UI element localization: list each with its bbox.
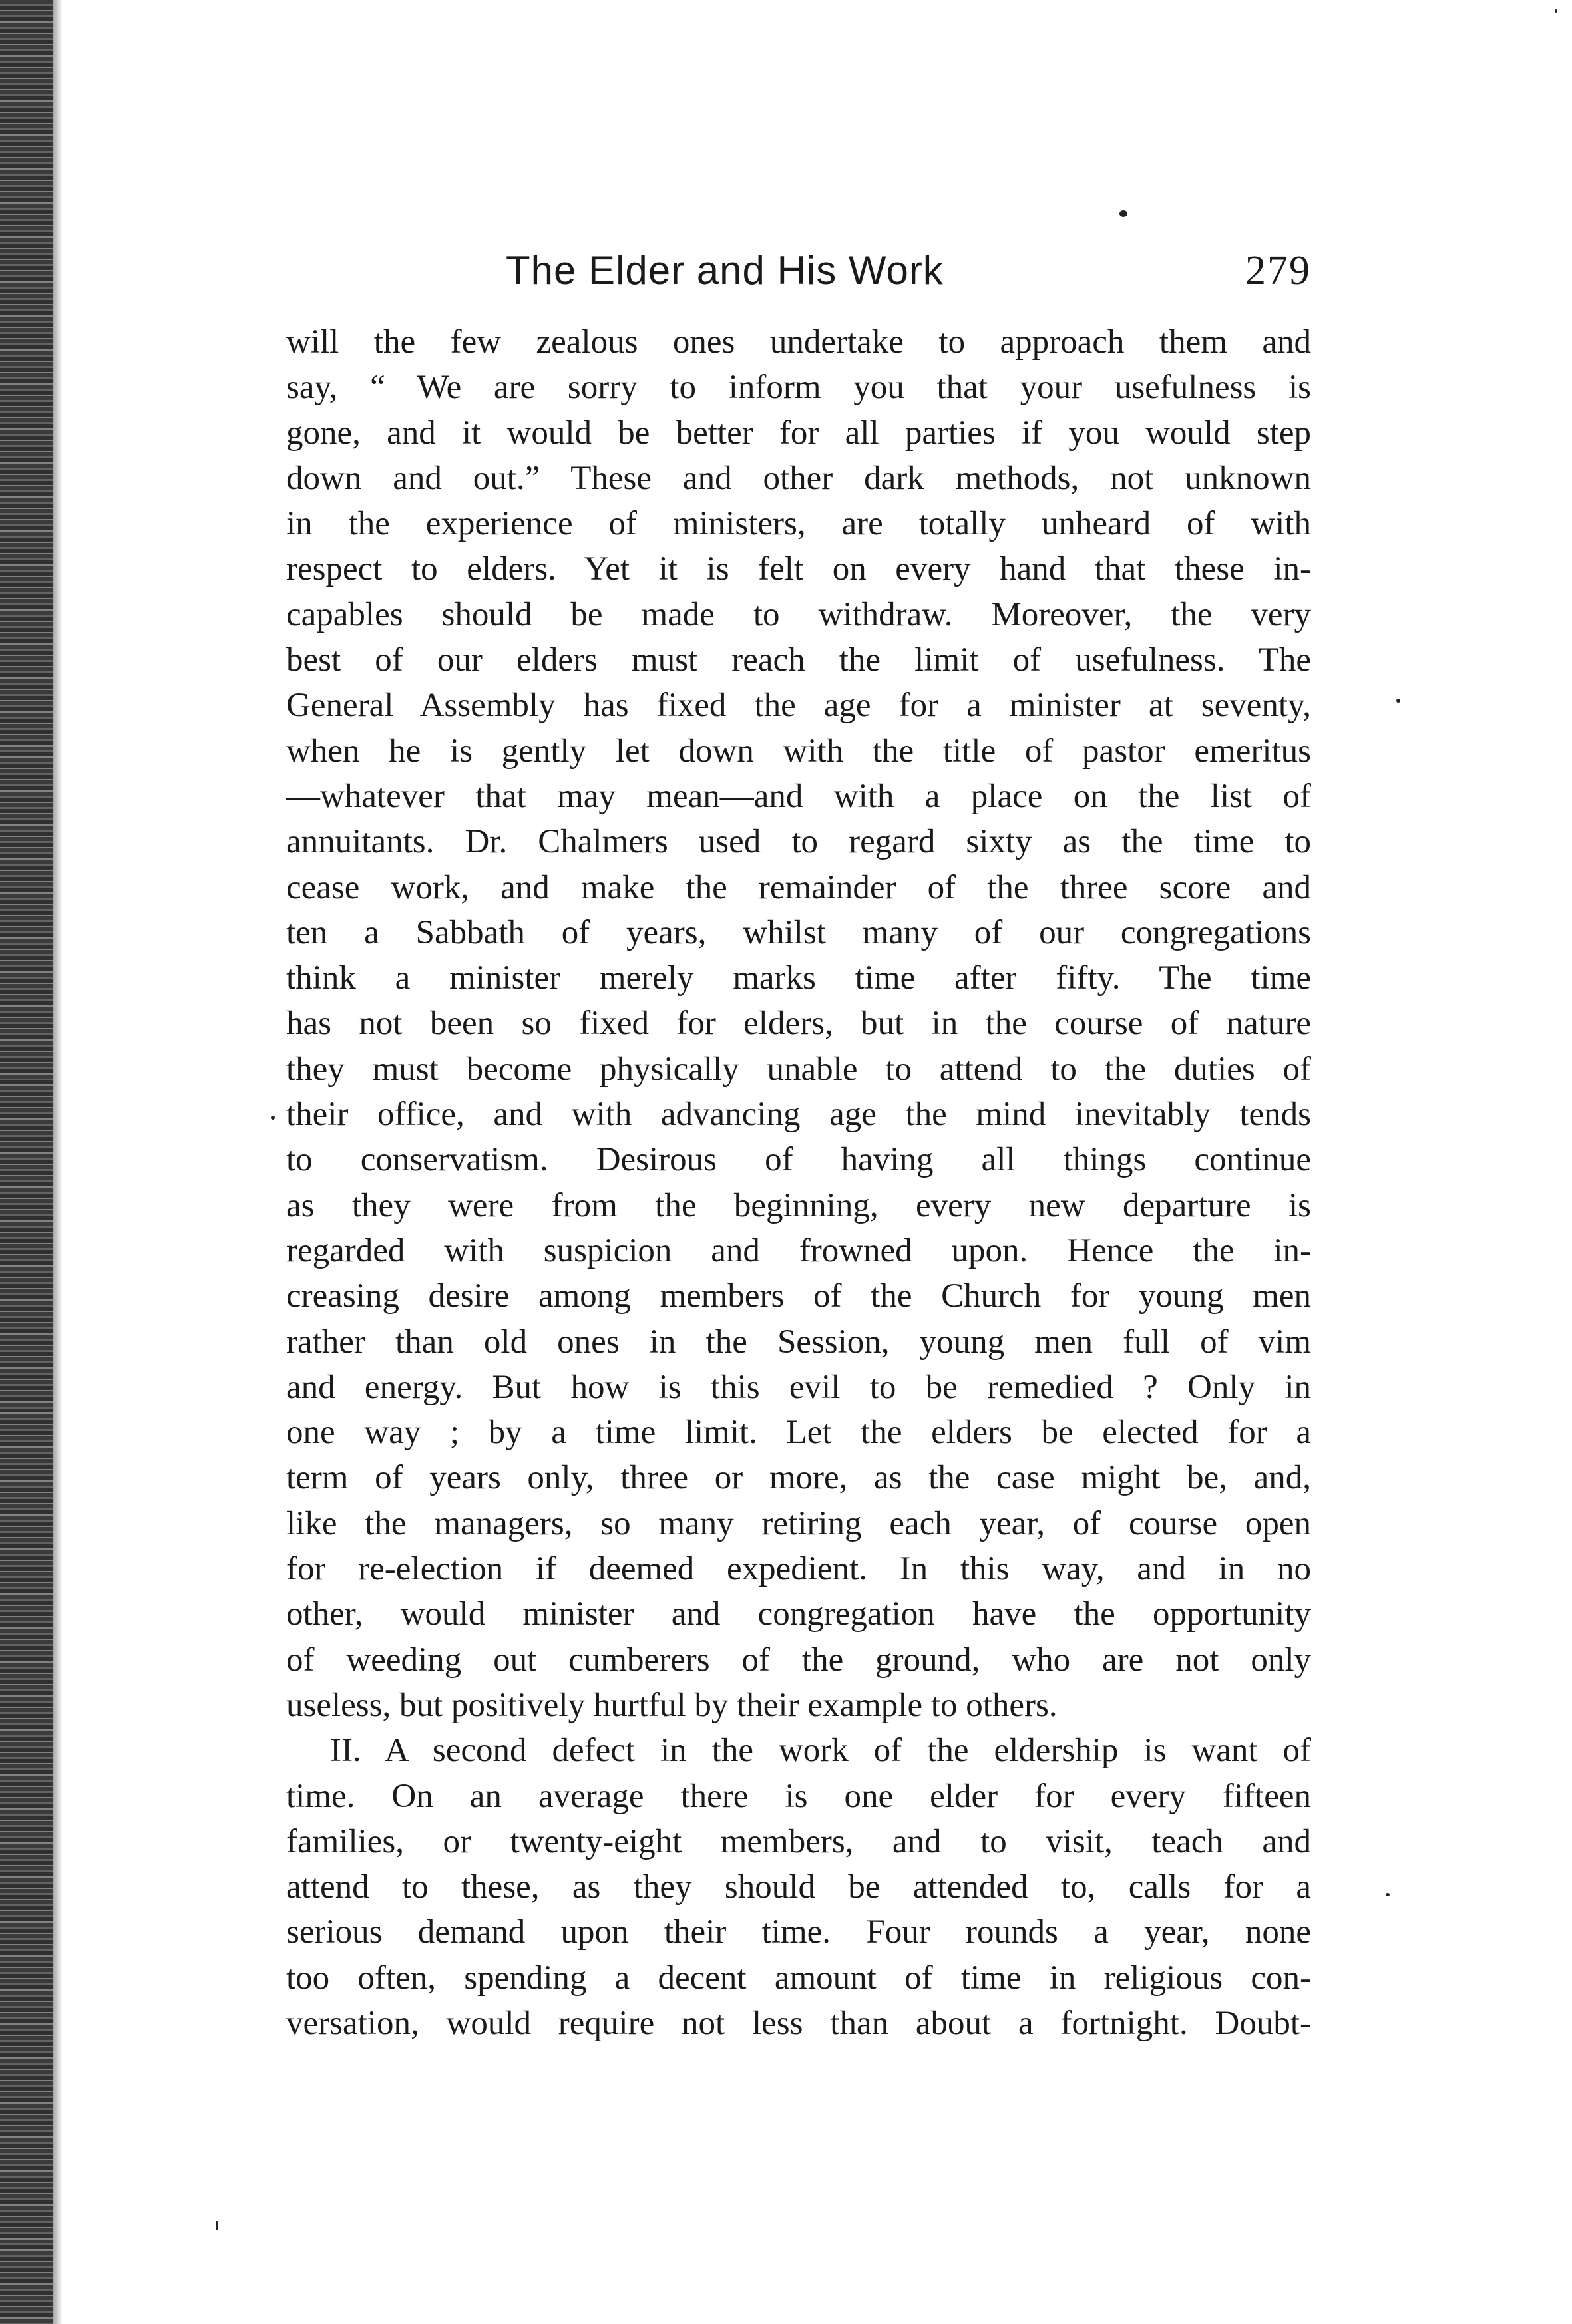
text-line: too often, spending a decent amount of time in religious con- [286, 1959, 1311, 1997]
text-line: down and out.” These and other dark methods, not unknown [286, 459, 1311, 497]
text-line: other, would minister and congregation have the opportunity [286, 1595, 1311, 1633]
text-line: useless, but positively hurtful by their example to others. [286, 1686, 1058, 1724]
text-line: they must become physically unable to attend to the duties of [286, 1050, 1311, 1088]
text-line: families, or twenty-eight members, and to visit, teach and [286, 1822, 1311, 1860]
scan-speck [1555, 9, 1557, 13]
scan-speck [1119, 210, 1127, 217]
running-title: The Elder and His Work [506, 248, 944, 293]
text-line: creasing desire among members of the Church for young men [286, 1277, 1311, 1315]
text-line: ten a Sabbath of years, whilst many of our congregations [286, 913, 1311, 951]
text-line: term of years only, three or more, as the case might be, and, [286, 1459, 1311, 1497]
text-line: has not been so fixed for elders, but in the course of nature [286, 1005, 1311, 1043]
scan-speck [1386, 1893, 1390, 1896]
scan-speck [1396, 699, 1400, 703]
text-line: capables should be made to withdraw. Moreover, the very [286, 595, 1311, 633]
text-line: —whatever that may mean—and with a place on the list of [286, 777, 1311, 815]
text-line: annuitants. Dr. Chalmers used to regard sixty as the time to [286, 823, 1311, 861]
text-line: when he is gently let down with the title of pastor emeritus [286, 732, 1311, 770]
scan-speck [271, 1116, 275, 1120]
text-line: gone, and it would be better for all parties if you would step [286, 414, 1311, 452]
text-line: to conservatism. Desirous of having all things continue [286, 1141, 1311, 1179]
page-body [286, 319, 1311, 2046]
text-line: of weeding out cumberers of the ground, who are not only [286, 1641, 1311, 1679]
text-line: attend to these, as they should be attended to, calls for a [286, 1868, 1311, 1906]
text-line: respect to elders. Yet it is felt on every hand that these in- [286, 550, 1311, 588]
scan-binding-shadow [53, 0, 63, 2324]
text-line: rather than old ones in the Session, young men full of vim [286, 1323, 1311, 1361]
text-line: think a minister merely marks time after fifty. The time [286, 959, 1311, 997]
text-line: their office, and with advancing age the mind inevitably tends [286, 1096, 1311, 1134]
text-line: versation, would require not less than about a fortnight. Doubt- [286, 2004, 1311, 2042]
text-line: and energy. But how is this evil to be remedied ? Only in [286, 1368, 1311, 1406]
text-line: serious demand upon their time. Four rounds a year, none [286, 1913, 1311, 1951]
text-line: will the few zealous ones undertake to approach them and [286, 323, 1311, 361]
text-line: say, “ We are sorry to inform you that your usefulness is [286, 369, 1311, 407]
scan-binding-edge [0, 0, 53, 2324]
text-line: regarded with suspicion and frowned upon. Hence the in- [286, 1232, 1311, 1269]
text-line: in the experience of ministers, are totally unheard of with [286, 505, 1311, 543]
page-number: 279 [1245, 248, 1311, 293]
text-line: as they were from the beginning, every new departure is [286, 1186, 1311, 1224]
text-line: time. On an average there is one elder for every fifteen [286, 1777, 1311, 1815]
text-line: one way ; by a time limit. Let the elders be elected for a [286, 1414, 1311, 1452]
text-line: cease work, and make the remainder of the three score and [286, 868, 1311, 906]
scan-speck [216, 2221, 218, 2230]
text-line: General Assembly has fixed the age for a minister at seventy, [286, 687, 1311, 725]
paragraph [286, 319, 1311, 1728]
text-line: II. A second defect in the work of the eldership is want of [330, 1732, 1311, 1770]
text-line: for re-election if deemed expedient. In this way, and in no [286, 1550, 1311, 1588]
page-header [286, 241, 1311, 301]
text-line: best of our elders must reach the limit of usefulness. The [286, 641, 1311, 679]
paragraph [286, 1728, 1311, 2046]
text-line: like the managers, so many retiring each year, of course open [286, 1504, 1311, 1542]
